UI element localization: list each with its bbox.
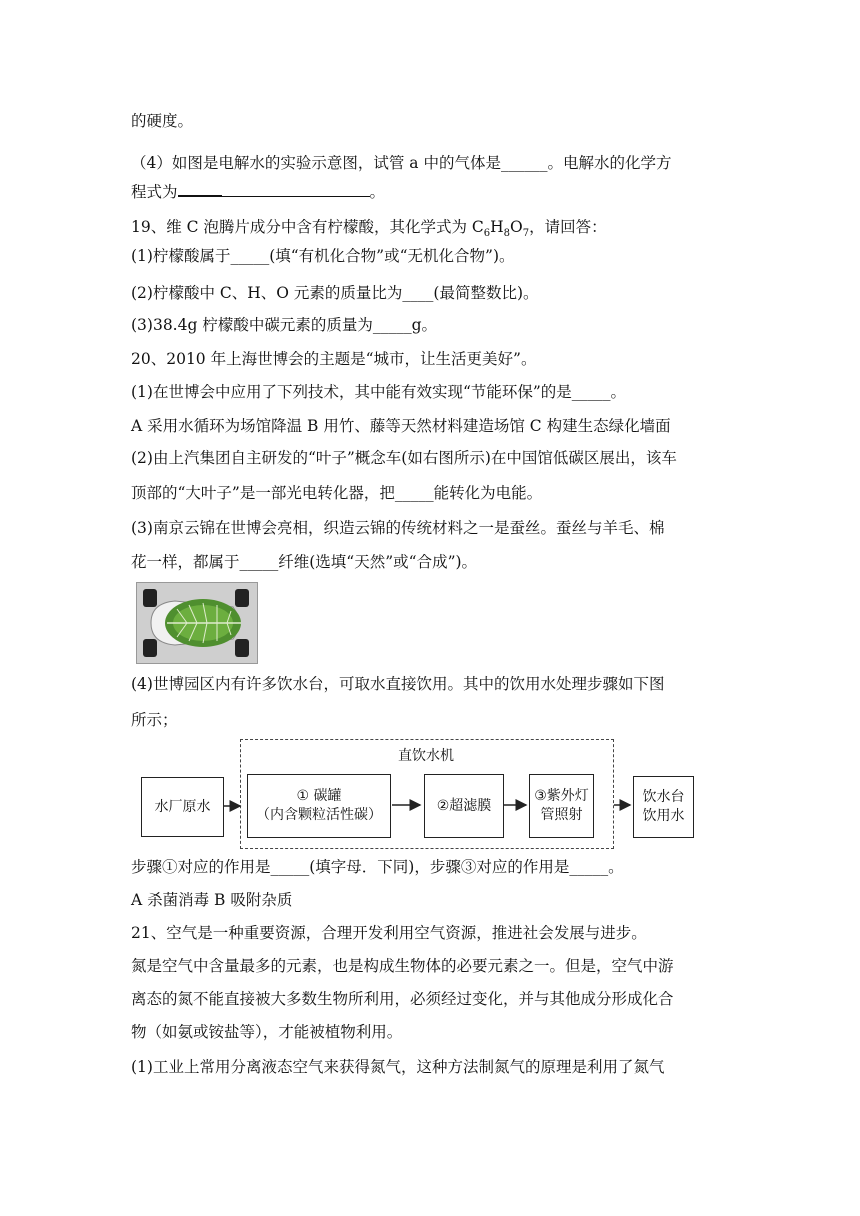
question-21-paragraph-line-1: 氮是空气中含量最多的元素，也是构成生物体的必要元素之一。但是，空气中游: [131, 957, 674, 975]
text-segment: O: [510, 218, 523, 236]
question-20-part-3-line-1: (3)南京云锦在世博会亮相，织造云锦的传统材料之一是蚕丝。蚕丝与羊毛、棉: [131, 519, 665, 537]
subscript: 8: [503, 228, 511, 240]
text-segment: 19、维 C 泡腾片成分中含有柠檬酸，其化学式为 C: [131, 218, 484, 236]
question-19-part-3: (3)38.4g 柠檬酸中碳元素的质量为_____g。: [131, 316, 437, 334]
subscript: 6: [483, 228, 491, 240]
subscript: 7: [522, 228, 530, 240]
question-19-part-2: (2)柠檬酸中 C、H、O 元素的质量比为____(最简整数比)。: [131, 284, 539, 302]
water-machine-title: 直饮水机: [398, 748, 454, 764]
text-line: 的硬度。: [131, 112, 194, 130]
box-label: 饮水台: [642, 789, 685, 805]
question-20-part-3-line-2: 花一样，都属于_____纤维(选填“天然”或“合成”)。: [131, 553, 478, 571]
text-segment: ，请回答：: [529, 218, 607, 236]
box-label: （内含颗粒活性碳）: [256, 807, 382, 823]
question-21-part-1: (1)工业上常用分离液态空气来获得氮气，这种方法制氮气的原理是利用了氮气: [131, 1058, 665, 1076]
question-20-part-4-line-2: 所示；: [131, 711, 178, 729]
box-label: 水厂原水: [154, 798, 211, 815]
box-label: ③紫外灯: [534, 788, 589, 804]
question-4-line-1: （4）如图是电解水的实验示意图，试管 a 中的气体是______。电解水的化学方: [131, 154, 672, 172]
question-20-part-4-options: A 杀菌消毒 B 吸附杂质: [131, 891, 293, 909]
question-21-title: 21、空气是一种重要资源，合理开发利用空气资源，推进社会发展与进步。: [131, 924, 647, 942]
question-21-paragraph-line-3: 物（如氨或铵盐等），才能被植物利用。: [131, 1023, 403, 1041]
text-segment: H: [490, 218, 504, 236]
question-19-part-1: (1)柠檬酸属于_____(填“有机化合物”或“无机化合物”)。: [131, 247, 515, 265]
question-20-part-2-line-1: (2)由上汽集团自主研发的“叶子”概念车(如右图所示)在中国馆低碳区展出，该车: [131, 449, 677, 467]
question-20-title: 20、2010 年上海世博会的主题是“城市，让生活更美好”。: [131, 350, 537, 368]
question-20-options: A 采用水循环为场馆降温 B 用竹、藤等天然材料建造场馆 C 构建生态绿化墙面: [131, 417, 671, 435]
box-label: 管照射: [540, 807, 583, 823]
box-label: ① 碳罐: [296, 788, 342, 804]
question-21-paragraph-line-2: 离态的氮不能直接被大多数生物所利用，必须经过变化，并与其他成分形成化合: [131, 990, 674, 1008]
box-label: ②超滤膜: [436, 797, 492, 814]
box-label: 饮用水: [642, 808, 685, 824]
question-20-part-1: (1)在世博会中应用了下列技术，其中能有效实现“节能环保”的是_____。: [131, 383, 627, 401]
question-20-part-4-line-1: (4)世博园区内有许多饮水台，可取水直接饮用。其中的饮用水处理步骤如下图: [131, 675, 665, 693]
question-20-part-2-line-2: 顶部的“大叶子”是一部光电转化器，把_____能转化为电能。: [131, 484, 543, 502]
question-20-part-4-line-3: 步骤①对应的作用是_____(填字母．下同)，步骤③对应的作用是_____。: [131, 858, 624, 876]
text-segment: 程式为: [131, 183, 178, 201]
text-segment: 。: [369, 183, 386, 201]
